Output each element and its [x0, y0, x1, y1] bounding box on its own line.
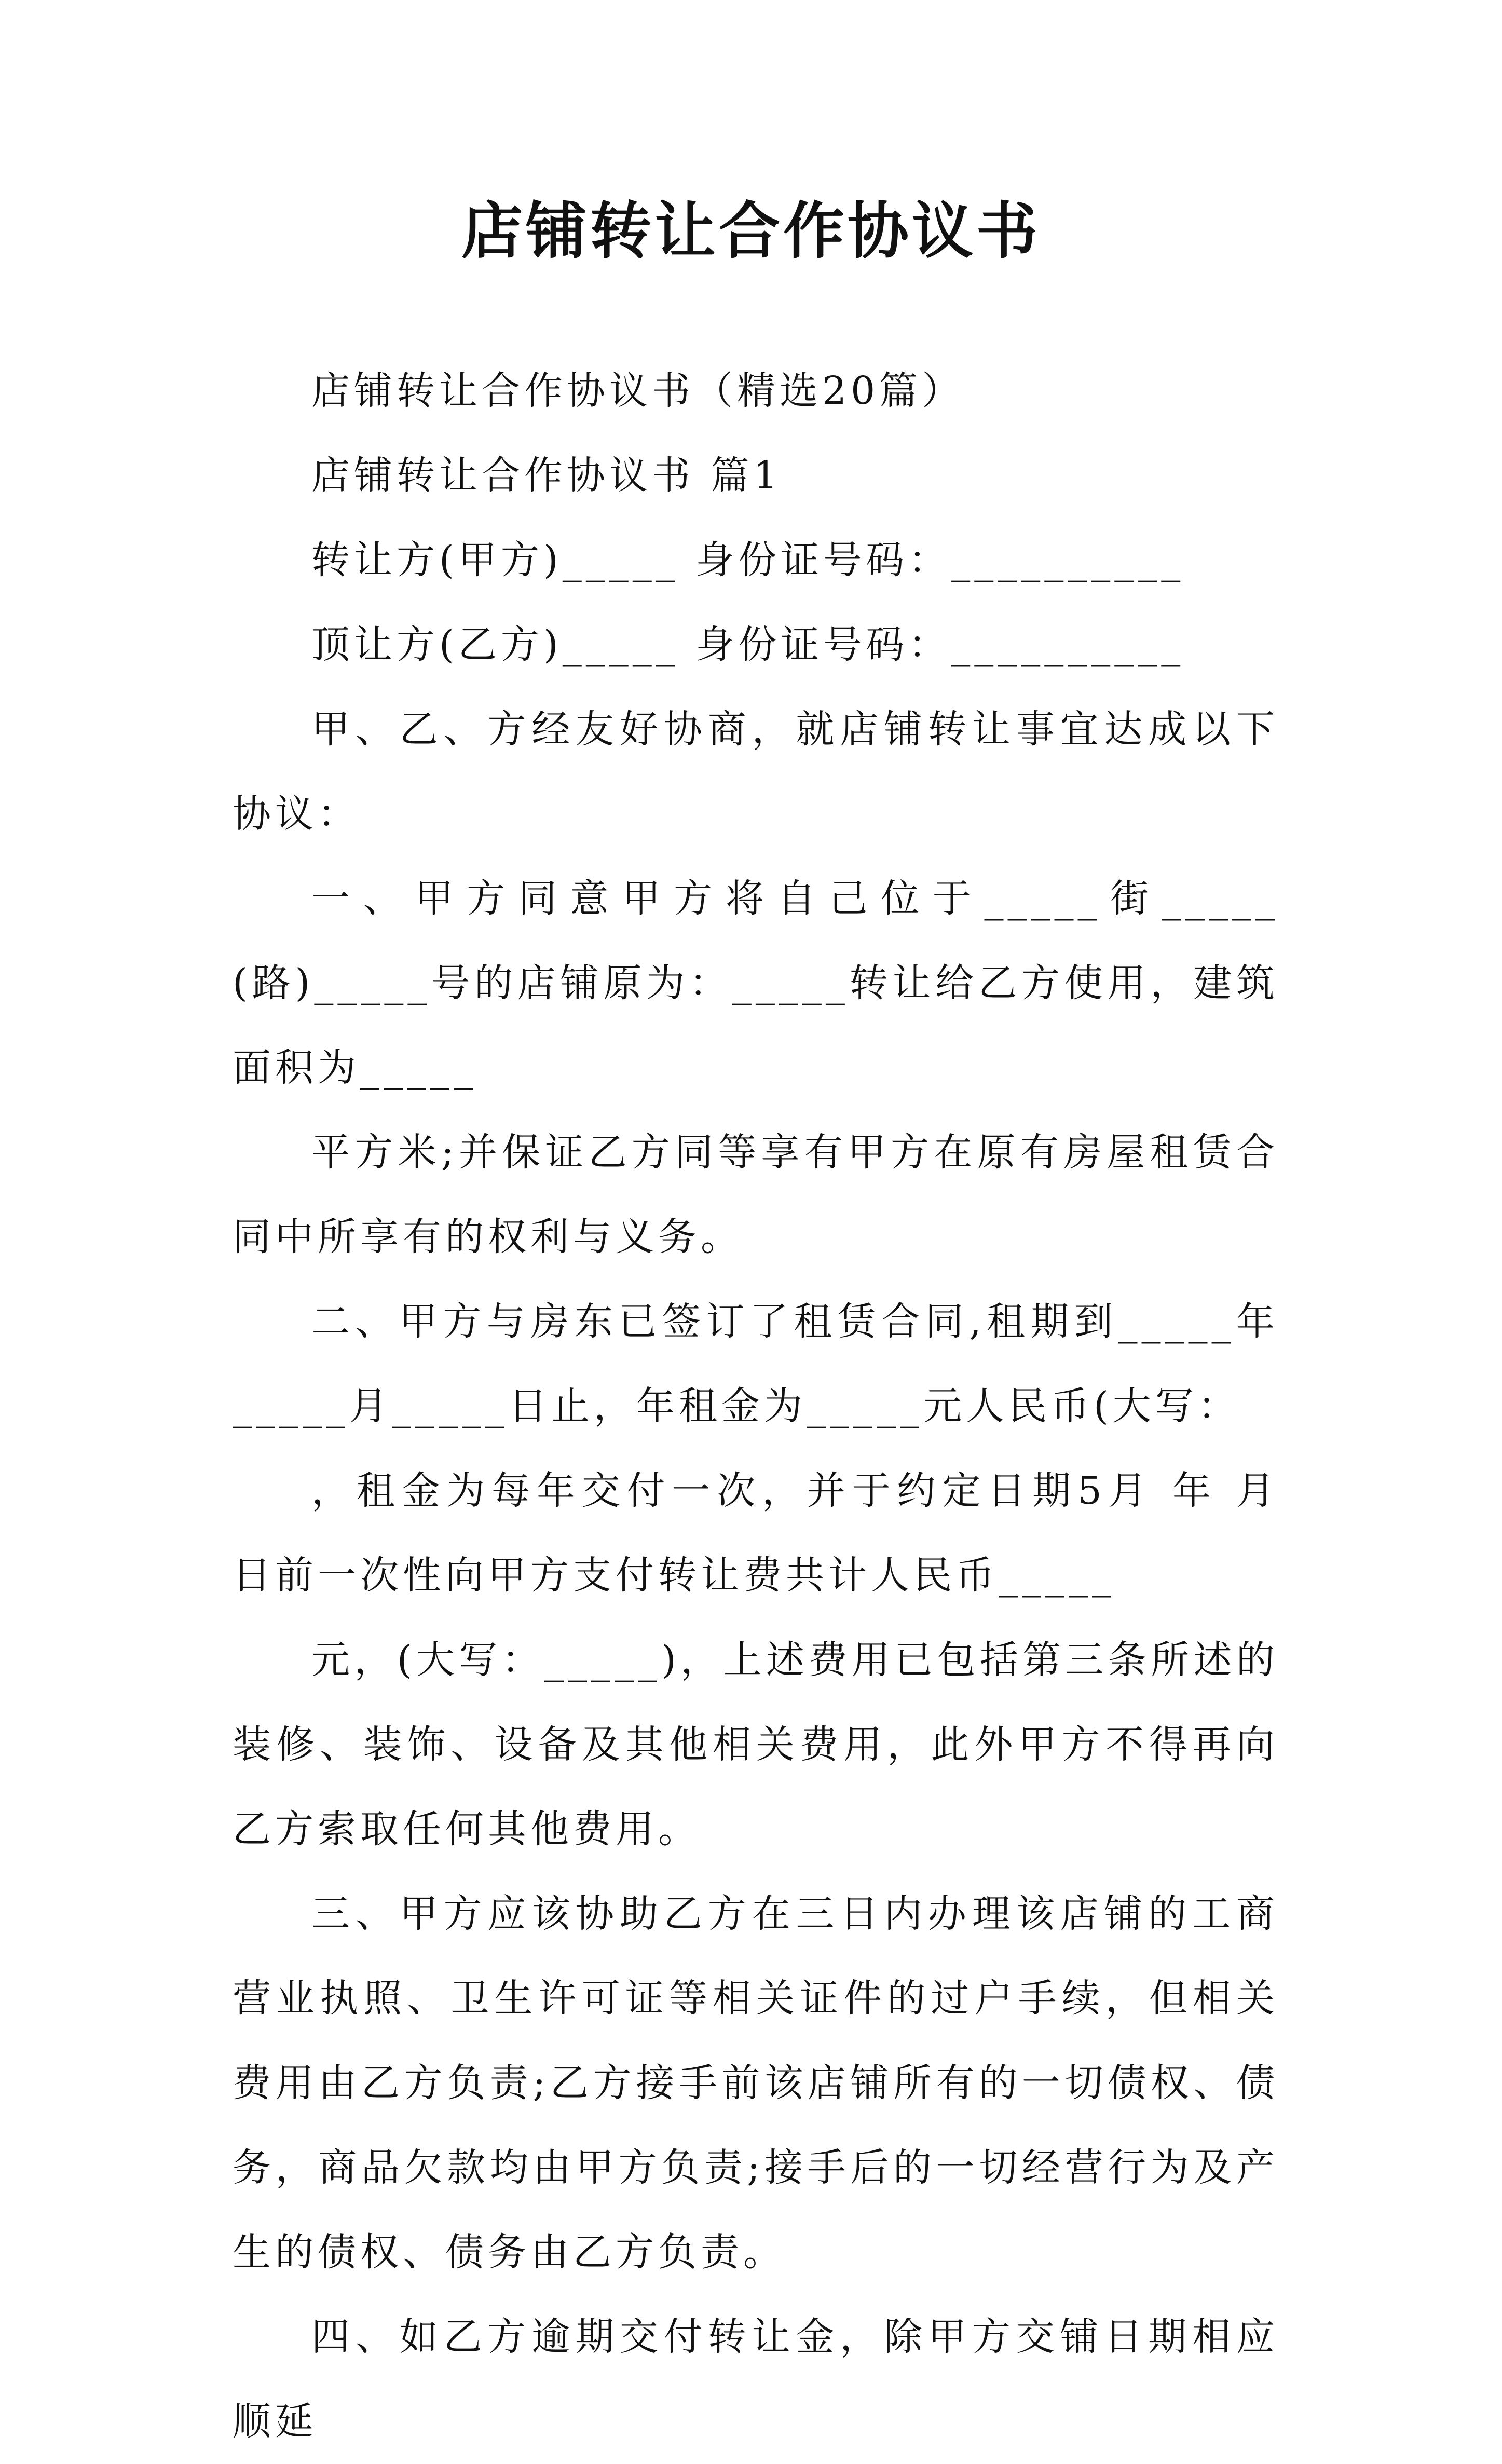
paragraph-subtitle: 店铺转让合作协议书（精选20篇） [311, 369, 965, 413]
paragraph-clause-1: 一、甲方同意甲方将自己位于_____街_____ (路)_____号的店铺原为：_____转让给乙方使用，建筑面积为_____ [233, 876, 1279, 1090]
paragraph-party-a: 转让方(甲方)_____ 身份证号码：__________ [311, 538, 1185, 582]
document-title: 店铺转让合作协议书 [461, 195, 1041, 267]
paragraph-preamble: 甲、乙、方经友好协商，就店铺转让事宜达成以下协议： [233, 707, 1279, 836]
paragraph-party-b: 顶让方(乙方)_____ 身份证号码：__________ [311, 622, 1185, 667]
paragraph-clause-3: 三、甲方应该协助乙方在三日内办理该店铺的工商营业执照、卫生许可证等相关证件的过户手续，但相关费用由乙方负责;乙方接手前该店铺所有的一切债权、债务，商品欠款均由甲方负责;接手后的一切经营行为及产生的债权、债务由乙方负责。 [233, 1891, 1279, 2275]
paragraph-clause-1-cont: 平方米;并保证乙方同等享有甲方在原有房屋租赁合同中所享有的权利与义务。 [233, 1130, 1279, 1259]
paragraph-clause-4: 四、如乙方逾期交付转让金，除甲方交铺日期相应顺延 [233, 2315, 1279, 2444]
document-body [233, 349, 1279, 2464]
paragraph-clause-2: 二、甲方与房东已签订了租赁合同,租期到_____年_____月_____日止，年租金为_____元人民币(大写： [233, 1299, 1279, 1428]
paragraph-section-heading: 店铺转让合作协议书 篇1 [311, 453, 782, 498]
paragraph-clause-2-fee: 元，(大写：_____)，上述费用已包括第三条所述的装修、装饰、设备及其他相关费用，此外甲方不得再向乙方索取任何其他费用。 [233, 1638, 1279, 1852]
paragraph-clause-2-cont: ，租金为每年交付一次，并于约定日期5月 年 月 日前一次性向甲方支付转让费共计人民币_____ [233, 1468, 1279, 1598]
